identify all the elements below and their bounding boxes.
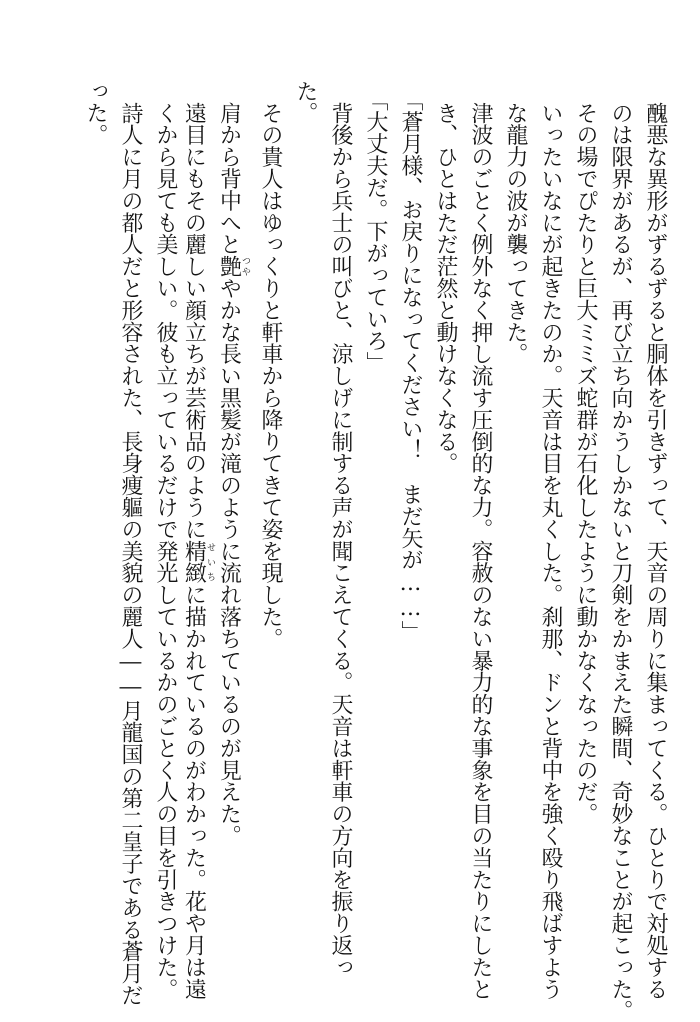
text-line-13: くから見ても美しい。彼も立っているだけで発光しているかのごとく人の目を引きつけた。 [153, 102, 178, 1000]
text-line-9: た。 [293, 80, 318, 124]
text-segment: 肩から背中へと [216, 102, 242, 256]
text-segment: 遠目にもその麗しい顔立ちが芸術品のように [181, 102, 207, 540]
text-line-10: その貴人はゆっくりと軒車から降りてきて姿を現した。 [258, 102, 283, 650]
text-line-12 [181, 102, 215, 1000]
text-line-5: な龍力の波が襲ってきた。 [503, 102, 528, 365]
ruby-reading: つや [240, 255, 250, 278]
text-line-8: 背後から兵士の叫びと、涼しげに制する声が聞こえてくる。天音は軒車の方向を振り返っ [328, 102, 353, 978]
text-line-14: 詩人に月の都人だと形容された、長身痩軀の美貌の麗人――月龍国の第二皇子である蒼月だ [118, 102, 143, 1007]
text-line-4: いったいなにが起きたのか。天音は目を丸くした。刹那、ドンと背中を強く殴り飛ばすよう [538, 102, 563, 1000]
text-line-7: き、ひとはただ茫然と動けなくなる。 [433, 102, 458, 475]
text-segment: やかな長い黒髪が滝のように流れ落ちているのが見えた。 [216, 277, 242, 847]
dialogue-line-2: 「大丈夫だ。下がっていろ」 [363, 89, 388, 374]
text-line-3: その場でぴたりと巨大ミミズ蛇群が石化したように動かなくなったのだ。 [573, 102, 598, 825]
ruby-word: 精緻せいち [181, 540, 215, 584]
ruby-reading: せいち [205, 540, 215, 584]
text-line-11 [216, 102, 250, 847]
text-line-1: 醜悪な異形がずるずると胴体を引きずって、天音の周りに集まってくる。ひとりで対処する [643, 102, 668, 1000]
text-line-15: った。 [83, 80, 108, 146]
ruby-word: 艶つや [216, 255, 250, 278]
text-segment: に描かれているのがわかった。花や月は遠 [181, 583, 207, 1000]
text-line-6: 津波のごとく例外なく押し流す圧倒的な力。容赦のない暴力的な事象を目の当たりにしたと [468, 102, 493, 1000]
text-line-2: のは限界があるが、再び立ち向かうしかないと刀剣をかまえた瞬間、奇妙なことが起こった。 [608, 102, 633, 1022]
dialogue-line-1: 「蒼月様、お戻りになってください！ まだ矢が……」 [398, 89, 423, 643]
